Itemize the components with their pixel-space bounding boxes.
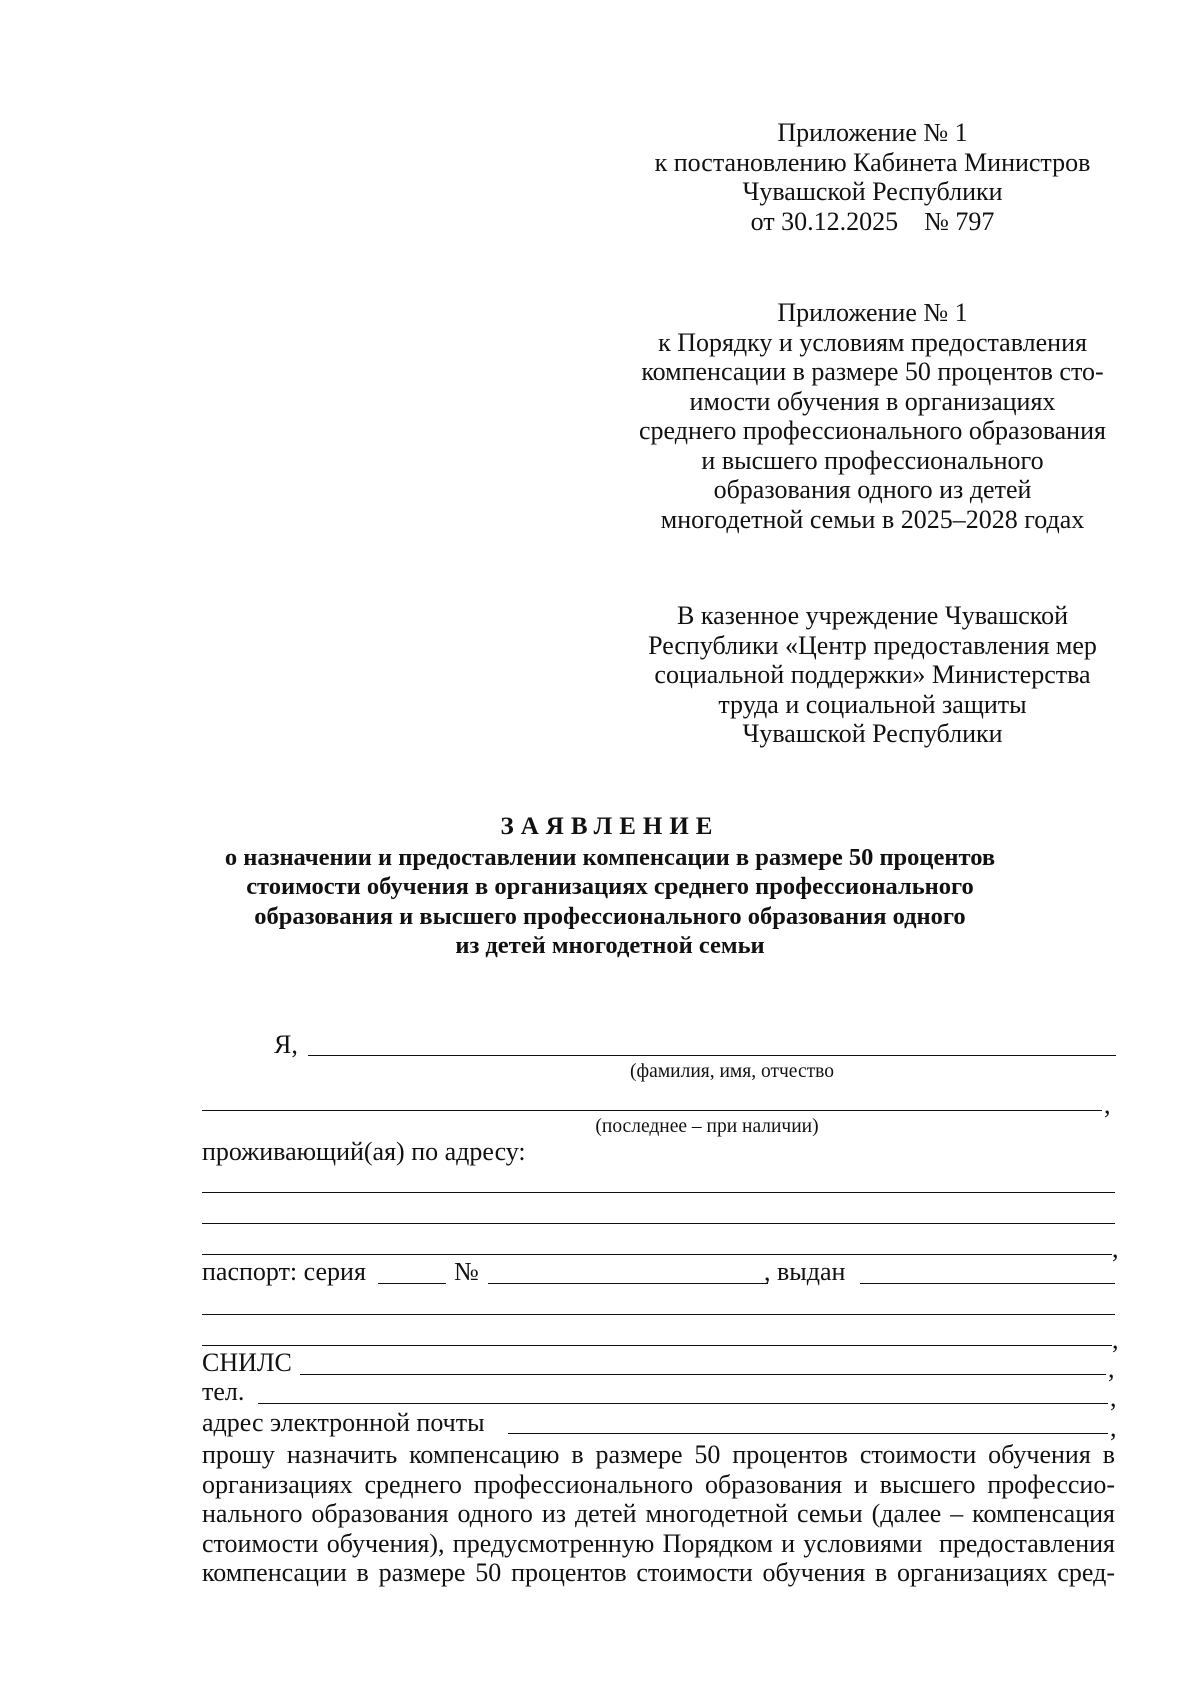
email-field[interactable] (508, 1433, 1108, 1434)
addressee-line: Республики «Центр предоставления мер (648, 630, 1097, 660)
application-heading: ЗАЯВЛЕНИЕ (500, 813, 720, 840)
address-field-line-2[interactable] (202, 1223, 1115, 1224)
snils-field[interactable] (300, 1374, 1106, 1375)
addressee-block (620, 601, 1125, 749)
phone-label: тел. (202, 1377, 245, 1406)
addressee-line: труда и социальной защиты (718, 689, 1027, 719)
address-field-line-3[interactable] (202, 1254, 1112, 1255)
snils-label: СНИЛС (202, 1348, 292, 1377)
full-name-caption-2: (последнее – при наличии) (595, 1116, 819, 1137)
application-subtitle-line: о назначении и предоставлении компенсации в размере 50 процентов (224, 843, 996, 871)
paragraph-line: компенсации в размере 50 процентов стоимости обучения в организациях сред- (202, 1558, 1115, 1587)
passport-issued-continuation-line-1[interactable] (202, 1314, 1115, 1315)
comma: , (1104, 1090, 1111, 1119)
paragraph-line: стоимости обучения), предусмотренную Порядком и условиями предоставления (202, 1528, 1115, 1558)
full-name-continuation-field[interactable] (202, 1110, 1102, 1111)
passport-issued-by-field[interactable] (860, 1283, 1115, 1284)
ya-label: Я, (274, 1030, 298, 1059)
passport-number-label: № (454, 1257, 479, 1286)
appendix-decree-block (620, 118, 1125, 236)
passport-series-field[interactable] (378, 1283, 446, 1284)
appendix-order-line: компенсации в размере 50 процентов сто- (641, 357, 1104, 386)
full-name-field[interactable] (308, 1055, 1116, 1056)
paragraph-line: нального образования одного из детей многодетной семьи (далее – компенсация (202, 1499, 1115, 1528)
email-label: адрес электронной почты (202, 1408, 485, 1437)
application-subtitle-line: стоимости обучения в организациях среднего профессионального (246, 873, 974, 900)
passport-series-label: паспорт: серия (202, 1257, 366, 1286)
addressee-line: социальной поддержки» Министерства (654, 660, 1091, 689)
comma: , (1110, 1383, 1117, 1412)
appendix-order-line: и высшего профессионального (701, 445, 1044, 475)
passport-issued-continuation-line-2[interactable] (202, 1345, 1112, 1346)
addressee-line: Чувашской Республики (742, 719, 1003, 748)
application-subtitle-line: образования и высшего профессионального образования одного (254, 902, 966, 930)
application-subtitle-line: из детей многодетной семьи (455, 932, 765, 959)
phone-field[interactable] (258, 1403, 1108, 1404)
appendix-order-line: к Порядку и условиям предоставления (658, 327, 1087, 357)
appendix-decree-date-line: от 30.12.2025 № 797 (750, 206, 995, 236)
request-paragraph (202, 1440, 1115, 1588)
paragraph-line: организациях среднего профессионального образования и высшего профессио- (202, 1469, 1115, 1499)
address-label: проживающий(ая) по адресу: (202, 1137, 526, 1166)
comma: , (1112, 1325, 1119, 1354)
appendix-decree-line: к постановлению Кабинета Министров (654, 147, 1091, 177)
appendix-decree-line: Чувашской Республики (742, 177, 1003, 206)
appendix-order-block (620, 298, 1125, 534)
full-name-caption: (фамилия, имя, отчество (630, 1061, 834, 1082)
address-field-line-1[interactable] (202, 1192, 1115, 1193)
comma: , (1110, 1413, 1117, 1442)
appendix-order-line: среднего профессионального образования (639, 416, 1106, 445)
appendix-order-line: многодетной семьи в 2025–2028 годах (660, 504, 1085, 534)
appendix-order-line: образования одного из детей (713, 475, 1032, 504)
comma: , (1112, 1234, 1119, 1263)
application-title (160, 812, 1060, 961)
paragraph-line: прошу назначить компенсацию в размере 50 процентов стоимости обучения в (202, 1440, 1115, 1469)
appendix-order-line: Приложение № 1 (777, 298, 968, 327)
passport-number-field[interactable] (488, 1283, 768, 1284)
appendix-order-line: имости обучения в организациях (689, 386, 1056, 416)
appendix-decree-line: Приложение № 1 (777, 118, 968, 147)
comma: , (1108, 1354, 1115, 1383)
passport-issued-label: , выдан (764, 1257, 846, 1286)
addressee-line: В казенное учреждение Чувашской (677, 601, 1068, 630)
